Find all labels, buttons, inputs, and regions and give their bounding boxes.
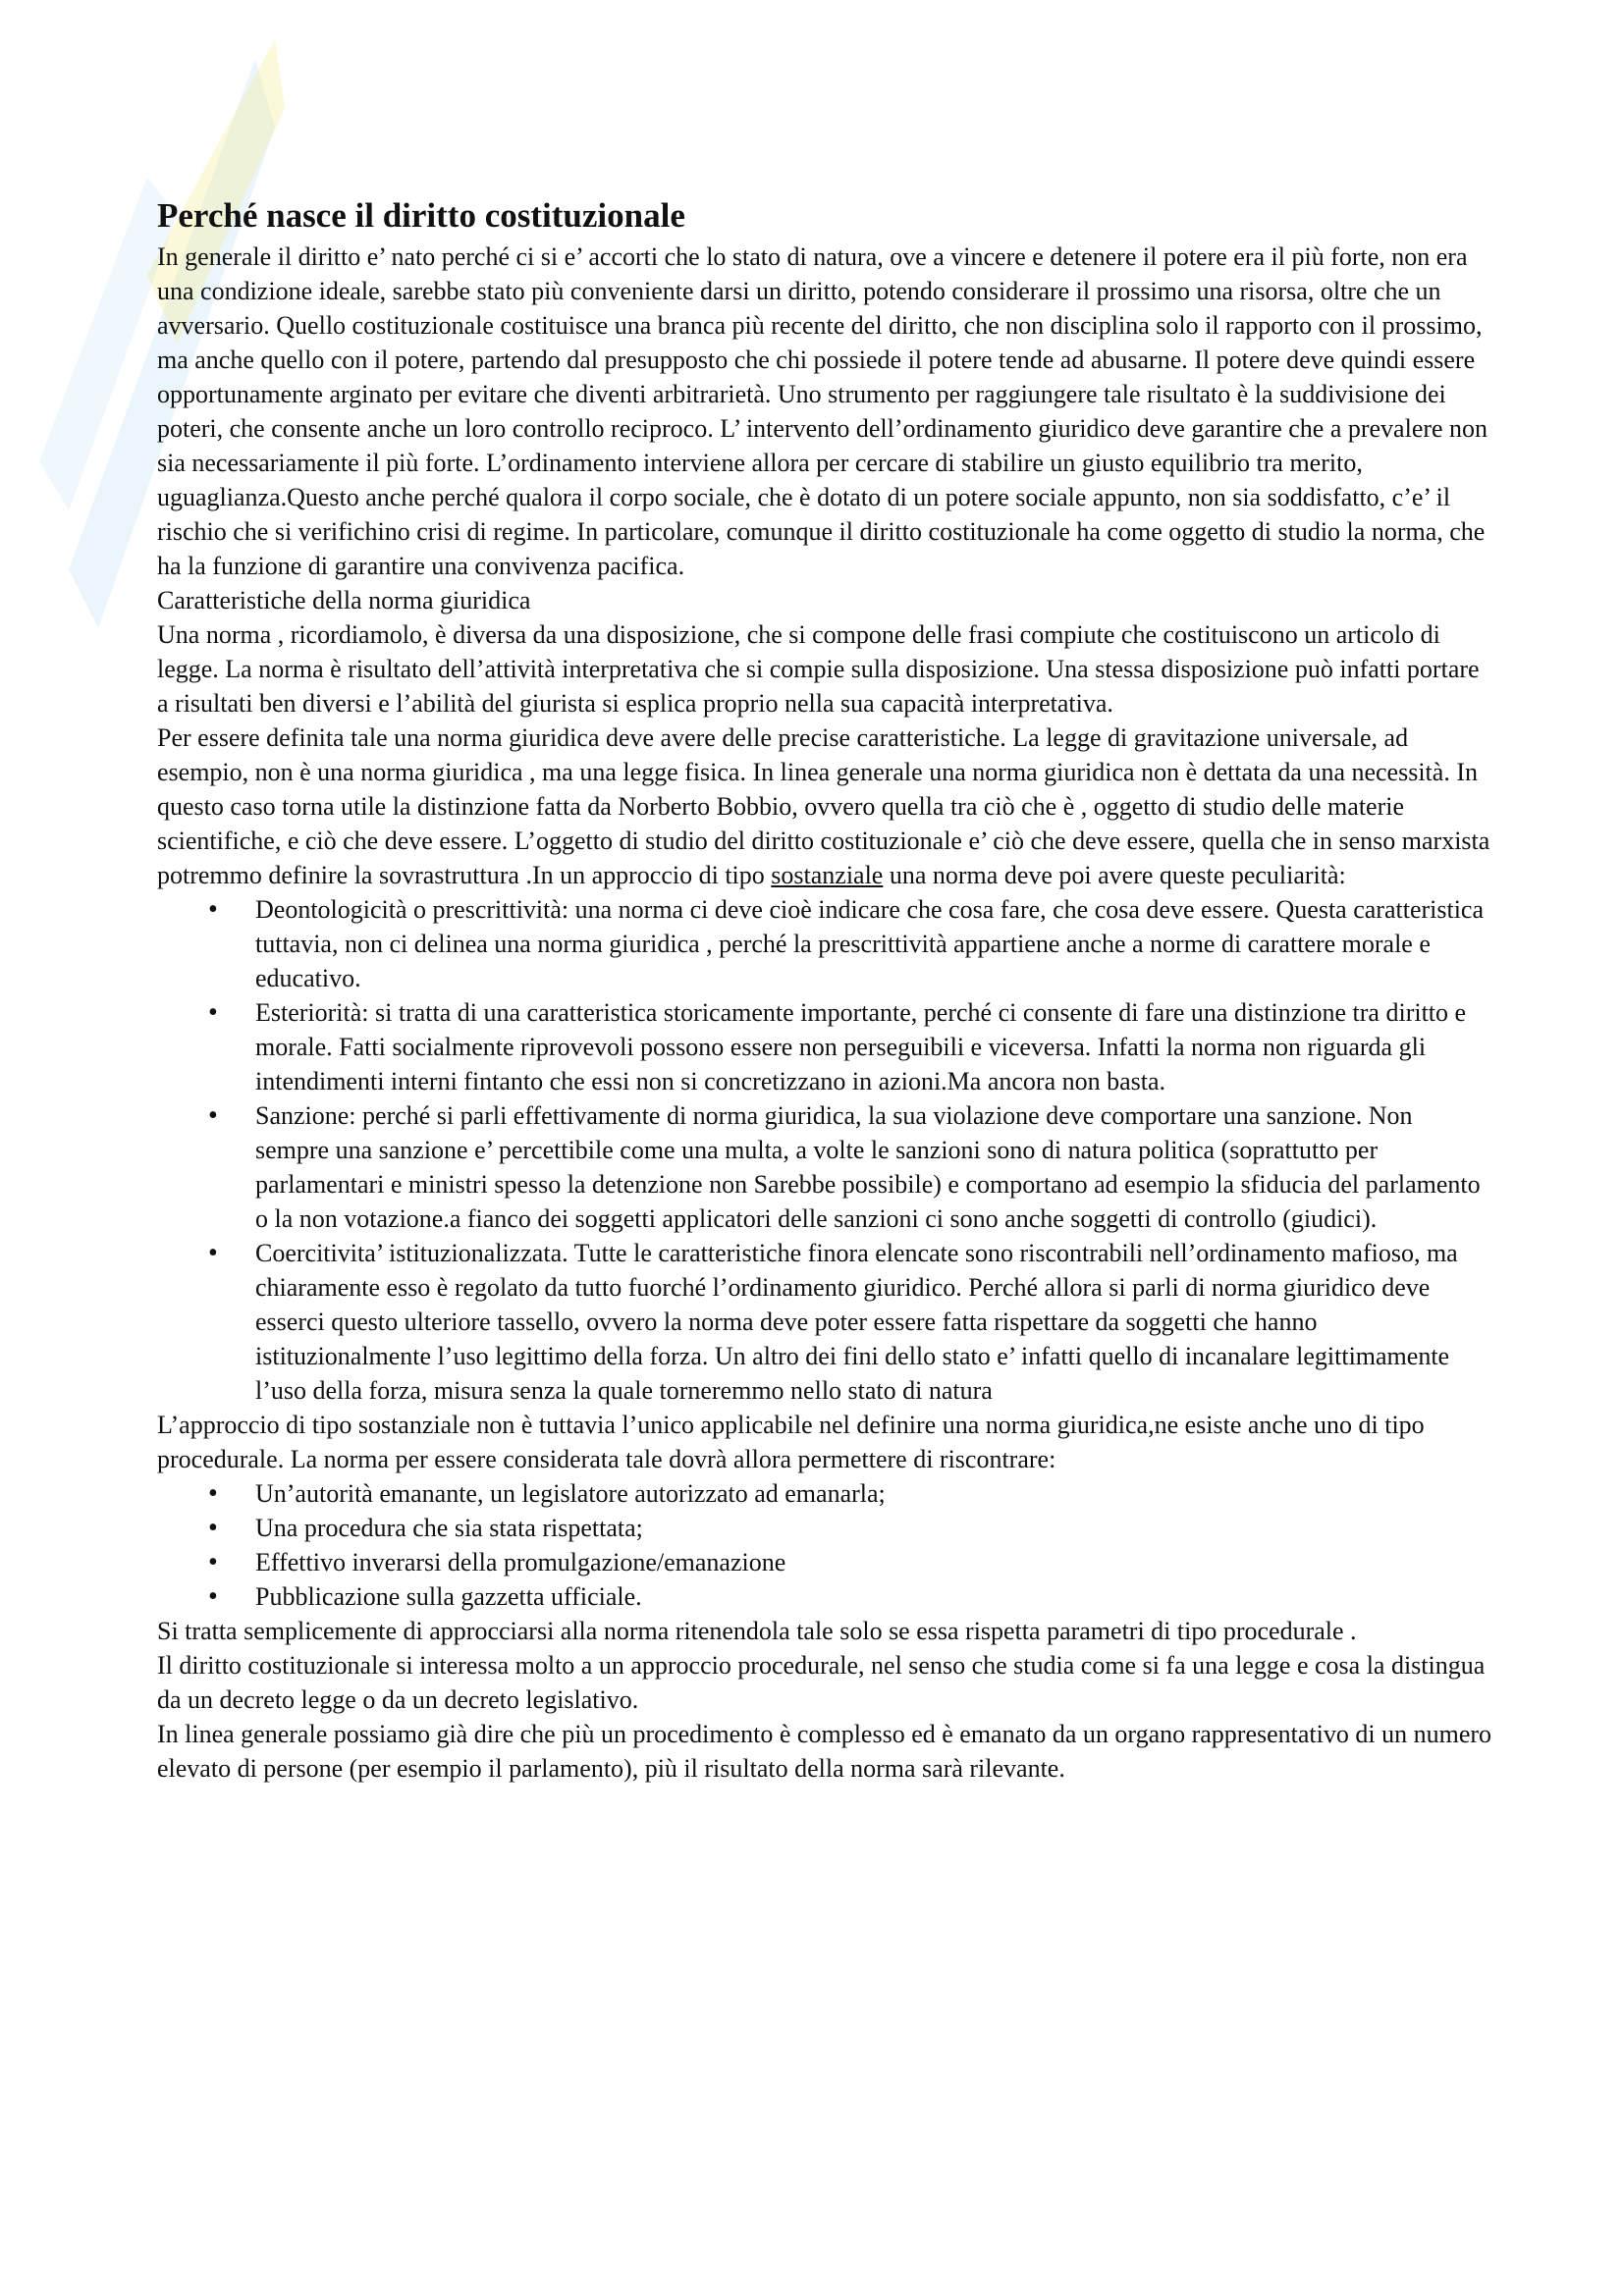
paragraph-interesse-procedurale: Il diritto costituzionale si interessa molto a un approccio procedurale, nel senso che studia come si fa una legge e cosa la distingua da un decreto legge o da un decreto legislativo. <box>157 1651 1486 1714</box>
paragraph-caratteristiche-tail: una norma deve poi avere queste peculiarità: <box>883 861 1346 889</box>
document-page <box>157 194 1492 1786</box>
document-title: Perché nasce il diritto costituzionale <box>157 196 685 235</box>
section-subheading: Caratteristiche della norma giuridica <box>157 586 531 614</box>
list-item: • Deontologicità o prescrittività: una norma ci deve cioè indicare che cosa fare, che cosa deve essere. Questa caratteristica tuttavia, non ci delinea una norma giuridica , perché la prescrittività appartiene anche a norme di carattere morale e educativo. <box>255 892 1492 995</box>
procedural-requirements-list <box>157 1476 1492 1614</box>
list-item: • Sanzione: perché si parli effettivamente di norma giuridica, la sua violazione deve comportare una sanzione. Non sempre una sanzione e’ percettibile come una multa, a volte le sanzioni sono di natura politica (soprattutto per parlamentari e ministri spesso la detenzione non Sarebbe possibile) e comportano ad esempio la sfiducia del parlamento o la non votazione.a fianco dei soggetti applicatori delle sanzioni ci sono anche soggetti di controllo (giudici). <box>255 1098 1492 1236</box>
paragraph-approccio: Si tratta semplicemente di approcciarsi alla norma ritenendola tale solo se essa rispetta parametri di tipo procedurale . <box>157 1617 1357 1645</box>
paragraph-norma-disposizione: Una norma , ricordiamolo, è diversa da una disposizione, che si compone delle frasi compiute che costituiscono un articolo di legge. La norma è risultato dell’attività interpretativa che si compie sulla disposizione. Una stessa disposizione può infatti portare a risultati ben diversi e l’abilità del giurista si esplica proprio nella sua capacità interpretativa. <box>157 620 1480 718</box>
paragraph-caratteristiche-text: Per essere definita tale una norma giuridica deve avere delle precise caratteristiche. La legge di gravitazione universale, ad esempio, non è una norma giuridica , ma una legge fisica. In linea generale una norma giuridica non è dettata da una necessità. In questo caso torna utile la distinzione fatta da Norberto Bobbio, ovvero quella tra ciò che è , oggetto di studio delle materie scientifiche, e ciò che deve essere. L’oggetto di studio del diritto costituzionale e’ ciò che deve essere, quella che in senso marxista potremmo definire la sovrastruttura .In un approccio di tipo <box>157 723 1490 889</box>
underlined-term: sostanziale <box>771 861 884 889</box>
list-item: • Coercitivita’ istituzionalizzata. Tutte le caratteristiche finora elencate sono riscontrabili nell’ordinamento mafioso, ma chiaramente esso è regolato da tutto fuorché l’ordinamento giuridico. Perché allora si parli di norma giuridico deve esserci questo ulteriore tassello, ovvero la norma deve poter essere fatta rispettare da soggetti che hanno istituzionalmente l’uso legittimo della forza. Un altro dei fini dello stato e’ infatti quello di incanalare legittimamente l’uso della forza, misura senza la quale torneremmo nello stato di natura <box>255 1236 1492 1408</box>
substantial-characteristics-list <box>157 892 1492 1408</box>
list-item: • Esteriorità: si tratta di una caratteristica storicamente importante, perché ci consente di fare una distinzione tra diritto e morale. Fatti socialmente riprovevoli possono essere non perseguibili e viceversa. Infatti la norma non riguarda gli intendimenti interni fintanto che essi non si concretizzano in azioni.Ma ancora non basta. <box>255 995 1492 1098</box>
list-item: • Un’autorità emanante, un legislatore autorizzato ad emanarla; <box>255 1476 1492 1511</box>
list-item: • Effettivo inverarsi della promulgazione/emanazione <box>255 1545 1492 1579</box>
intro-paragraph: In generale il diritto e’ nato perché ci si e’ accorti che lo stato di natura, ove a vincere e detenere il potere era il più forte, non era una condizione ideale, sarebbe stato più conveniente darsi un diritto, potendo considerare il prossimo una risorsa, oltre che un avversario. Quello costituzionale costituisce una branca più recente del diritto, che non disciplina solo il rapporto con il prossimo, ma anche quello con il potere, partendo dal presupposto che chi possiede il potere tende ad abusarne. Il potere deve quindi essere opportunamente arginato per evitare che diventi arbitrarietà. Uno strumento per raggiungere tale risultato è la suddivisione dei poteri, che consente anche un loro controllo reciproco. L’ intervento dell’ordinamento giuridico deve garantire che a prevalere non sia necessariamente il più forte. L’ordinamento interviene allora per cercare di stabilire un giusto equilibrio tra merito, uguaglianza.Questo anche perché qualora il corpo sociale, che è dotato di un potere sociale appunto, non sia soddisfatto, c’e’ il rischio che si verifichino crisi di regime. In particolare, comunque il diritto costituzionale ha come oggetto di studio la norma, che ha la funzione di garantire una convivenza pacifica. <box>157 242 1488 580</box>
paragraph-conclusione: In linea generale possiamo già dire che più un procedimento è complesso ed è emanato da un organo rappresentativo di un numero elevato di persone (per esempio il parlamento), più il risultato della norma sarà rilevante. <box>157 1720 1492 1783</box>
paragraph-caratteristiche <box>157 721 1492 892</box>
paragraph-procedurale: L’approccio di tipo sostanziale non è tuttavia l’unico applicabile nel definire una norma giuridica,ne esiste anche uno di tipo procedurale. La norma per essere considerata tale dovrà allora permettere di riscontrare: <box>157 1411 1425 1473</box>
list-item: • Una procedura che sia stata rispettata; <box>255 1511 1492 1545</box>
list-item: • Pubblicazione sulla gazzetta ufficiale. <box>255 1579 1492 1614</box>
